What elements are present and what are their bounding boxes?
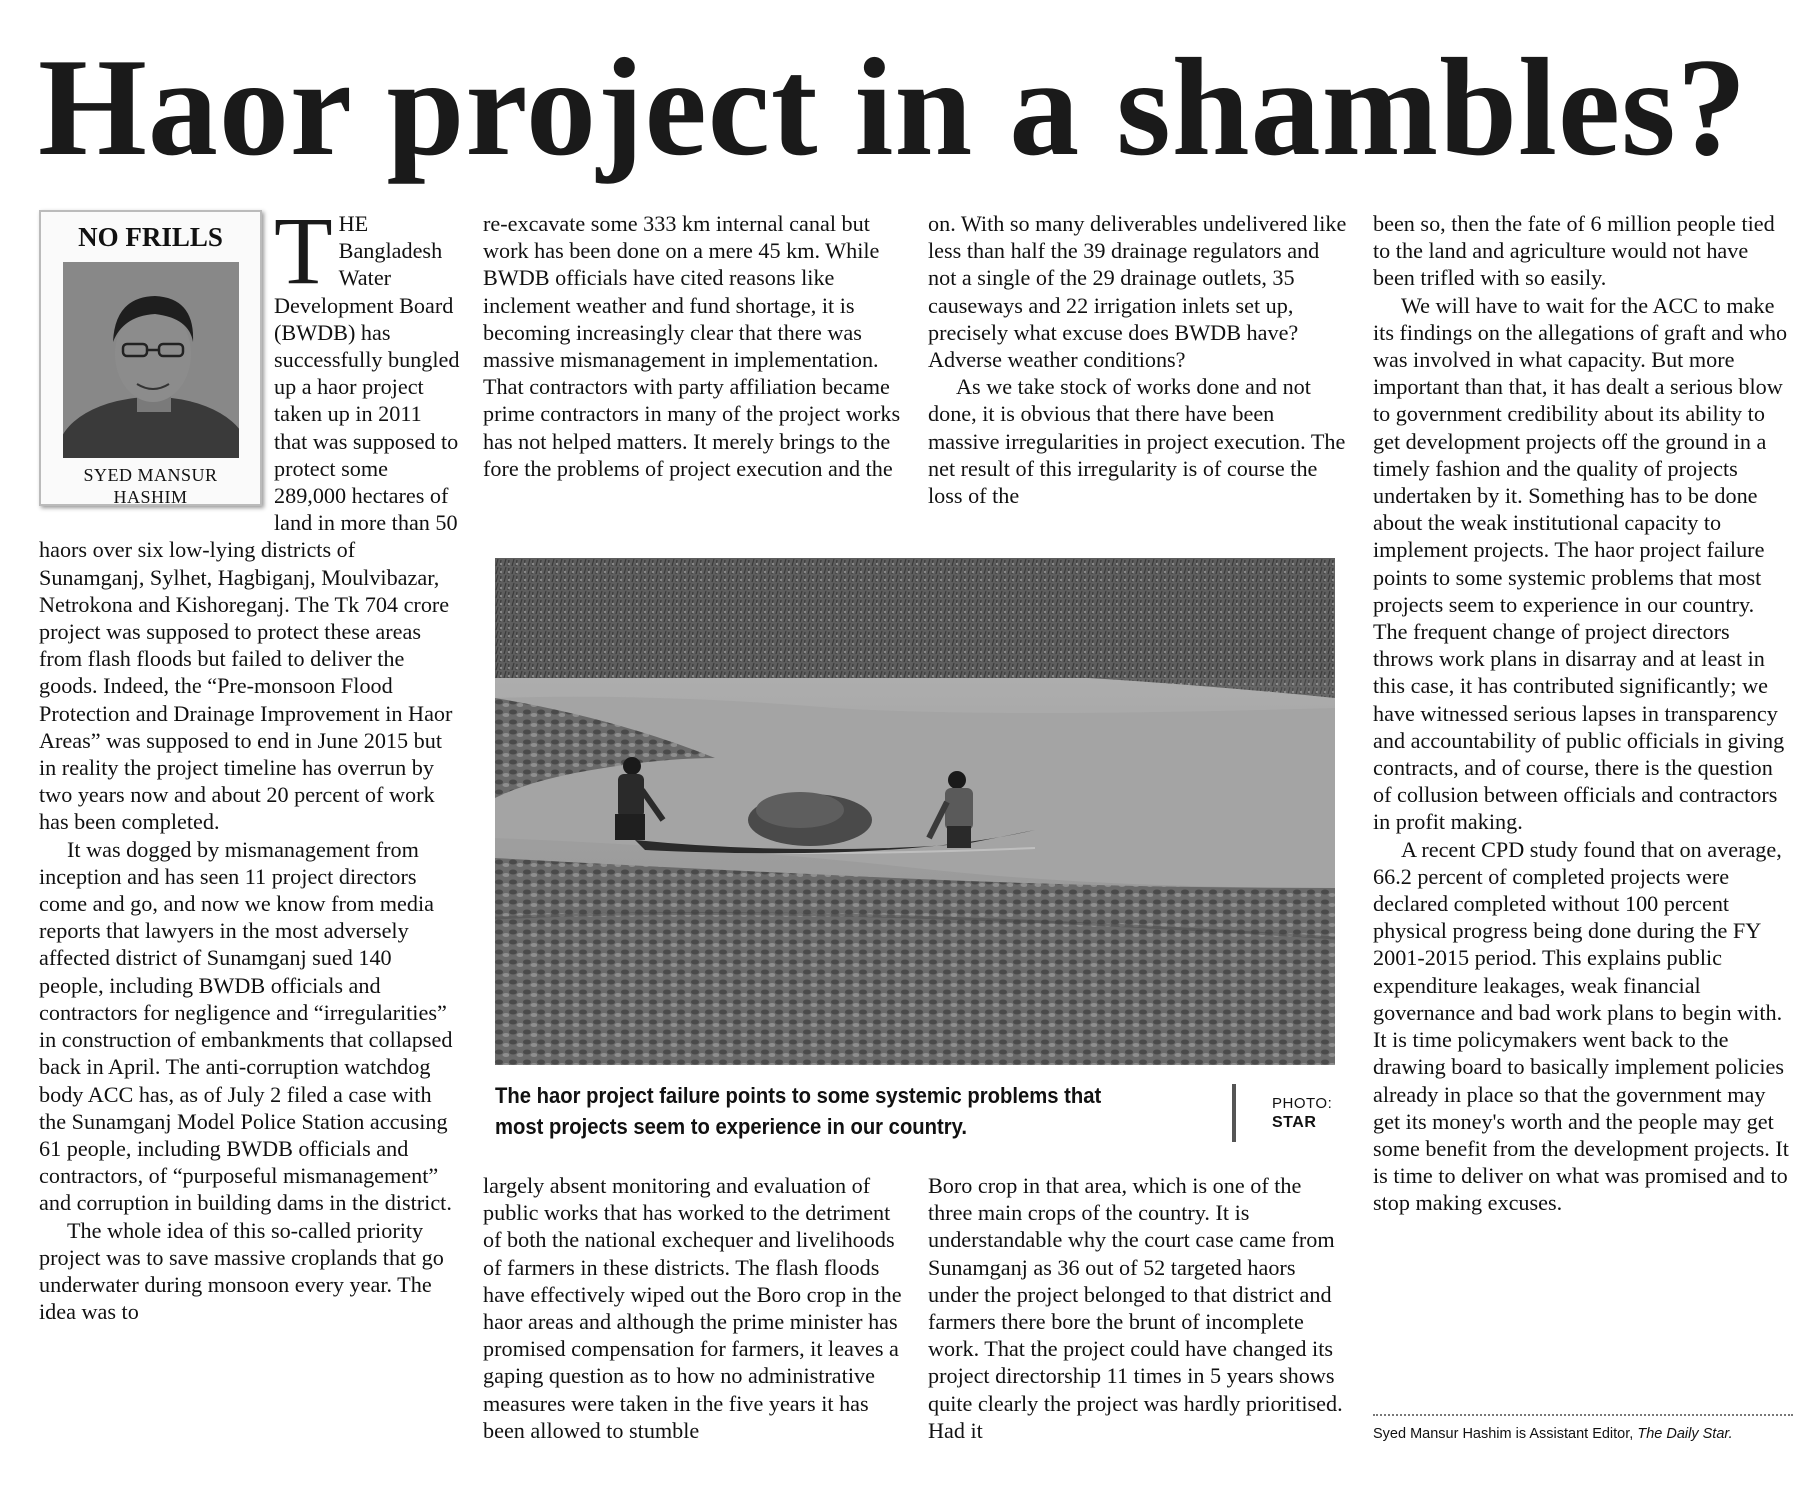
article-column-3-bottom — [928, 1172, 1350, 1444]
author-name — [41, 464, 260, 508]
paragraph: It was dogged by mismanagement from inception and has seen 11 project directors come and go, and now we know from media reports that lawyers in the most adversely affected district of Sunamganj sued 140 people, including BWDB officials and contractors for negligence and “irregularities” in construction of embankments that collapsed back in April. The anti-corruption watchdog body ACC has, as of July 2 filed a case with the Sunamganj Model Police Station accusing 61 people, including BWDB officials and contractors, of “purposeful mismanagement” and corruption in building dams in the district. — [39, 836, 453, 1216]
author-bio — [1373, 1425, 1793, 1443]
paragraph: The whole idea of this so-called priority project was to save massive croplands that go underwater during monsoon every year. The idea was to — [39, 1217, 444, 1325]
paragraph: HE Bangladesh Water Development Board (BWDB) has successfully bungled up a haor project taken up in 2011 that was supposed to protect some 289,000 hectares of land in more than 50 haors over six low-lying districts of Sunamganj, Sylhet, Hagbiganj, Moulvibazar, Netrokona and Kishoreganj. The Tk 704 crore project was supposed to protect these areas from flash floods but failed to deliver the goods. Indeed, the “Pre-monsoon Flood Protection and Drainage Improvement in Haor Areas” was supposed to end in June 2015 but in reality the project timeline has overrun by two years now and about 20 percent of work has been completed. — [39, 211, 460, 835]
paragraph: been so, then the fate of 6 million people tied to the land and agriculture would not have been trifled with so easily. — [1373, 211, 1775, 291]
photo-credit — [1272, 1094, 1352, 1132]
news-photo — [495, 558, 1335, 1065]
paragraph: A recent CPD study found that on average, 66.2 percent of completed projects were declared completed without 100 percent physical progress being done during the FY 2001-2015 period. This explains public expenditure leakages, weak financial governance and bad work plans to begin with. It is time policymakers went back to the drawing board to basically implement policies already in place so that the government may get its money's worth and the people may get some benefit from the development projects. It is time to deliver on what was promised and to stop making excuses. — [1373, 836, 1789, 1216]
drop-cap: T — [274, 197, 333, 304]
photo-caption: The haor project failure points to some systemic problems that most projects seem to experience in our country. — [495, 1083, 1102, 1139]
author-portrait — [63, 262, 239, 458]
article-column-4 — [1373, 210, 1793, 1217]
paragraph: re-excavate some 333 km internal canal but work has been done on a mere 45 km. While BWDB officials have cited reasons like inclement weather and fund shortage, it is becoming increasingly clear that there was massive mismanagement in implementation. That contractors with party affiliation became prime contractors in many of the project works has not helped matters. It merely brings to the fore the problems of project execution and the — [483, 211, 901, 481]
caption-divider — [1232, 1084, 1236, 1142]
article-column-2-top — [483, 210, 903, 482]
bio-divider — [1373, 1414, 1793, 1416]
headline: Haor project in a shambles? — [38, 30, 1748, 185]
author-mug-box — [39, 210, 262, 506]
author-bio-text: Syed Mansur Hashim is Assistant Editor, — [1373, 1426, 1634, 1442]
paragraph: As we take stock of works done and not done, it is obvious that there have been massive irregularities in project execution. The net result of this irregularity is of course the loss of the — [928, 374, 1346, 509]
paragraph: We will have to wait for the ACC to make its findings on the allegations of graft and who was involved in what capacity. But more important than that, it has dealt a serious blow to government credibility about its ability to get development projects off the ground in a timely fashion and the quality of projects undertaken by it. Something has to be done about the weak institutional capacity to implement projects. The haor project failure points to some systemic problems that most projects seem to experience in our country. The frequent change of project directors throws work plans in disarray and at least in this case, it has contributed significantly; we have witnessed serious lapses in transparency and accountability of public officials in giving contracts, and of course, there is the question of collusion between officials and contractors in profit making. — [1373, 292, 1788, 835]
photo-credit-label: PHOTO: — [1272, 1095, 1333, 1112]
photo-image — [495, 558, 1335, 1065]
photo-credit-source: STAR — [1272, 1114, 1317, 1131]
author-name-line1: SYED MANSUR — [83, 465, 218, 485]
article-column-3-top — [928, 210, 1350, 509]
column-label: NO FRILLS — [78, 222, 223, 252]
paragraph: largely absent monitoring and evaluation of public works that has worked to the detriment of both the national exchequer and livelihoods of farmers in these districts. The flash floods have effectively wiped out the Boro crop in the haor areas and although the prime minister has promised compensation for farmers, it leaves a gaping question as to how no administrative measures were taken in the five years it has been allowed to stumble — [483, 1173, 902, 1443]
article-column-2-bottom — [483, 1172, 903, 1444]
article-column-1 — [39, 197, 460, 1325]
author-name-line2: HASHIM — [113, 487, 188, 507]
paragraph: on. With so many deliverables undelivered like less than half the 39 drainage regulators and not a single of the 29 drainage outlets, 35 causeways and 22 irrigation inlets set up, precisely what excuse does BWDB have? Adverse weather conditions? — [928, 211, 1347, 373]
paragraph: Boro crop in that area, which is one of the three main crops of the country. It is understandable why the court case came from Sunamganj as 36 out of 52 targeted haors under the project belonged to that district and farmers there bore the brunt of incomplete work. That the project could have changed its project directorship 11 times in 5 years shows quite clearly the project was hardly prioritised. Had it — [928, 1173, 1343, 1443]
publication-name: The Daily Star. — [1637, 1426, 1733, 1442]
